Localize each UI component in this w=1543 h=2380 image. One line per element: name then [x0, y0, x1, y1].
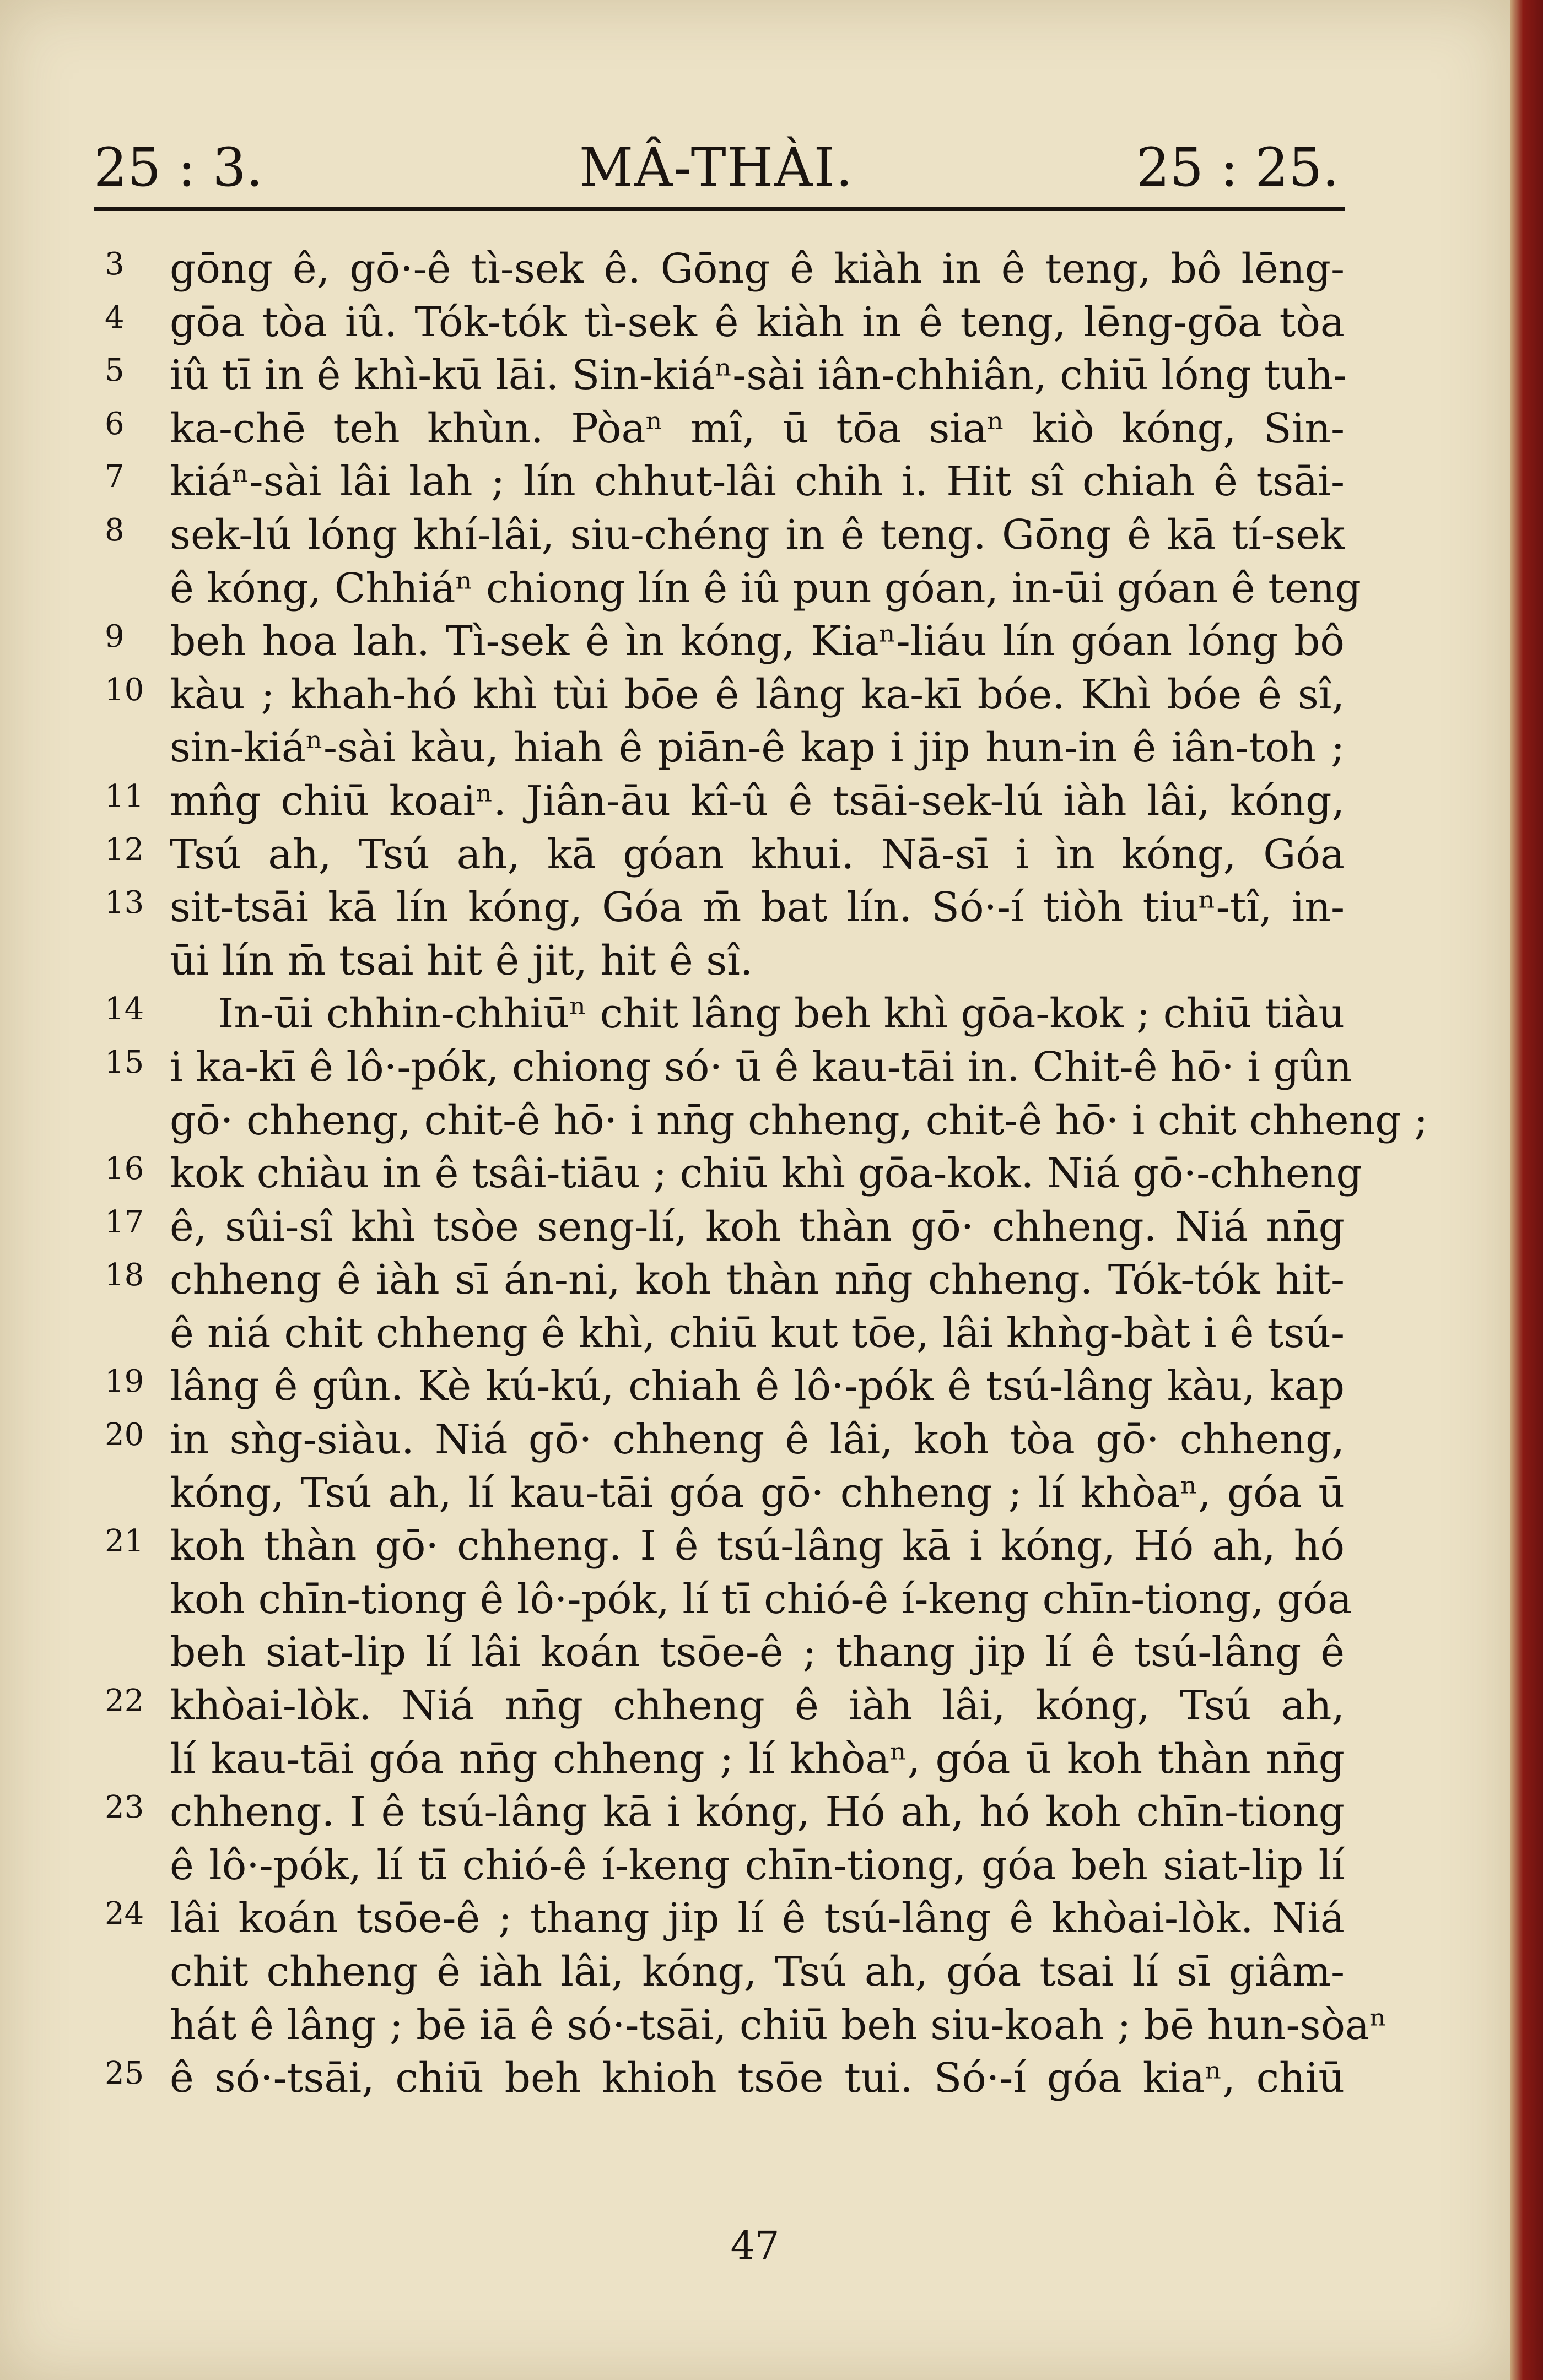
text-line: [105, 1839, 1345, 1892]
line-text: sit-tsāi kā lín kóng, Góa m̄ bat lín. Só·-í tiòh tiuⁿ-tî, in-: [170, 884, 1345, 932]
line-text: kóng, Tsú ah, lí kau-tāi góa gō· chheng ; lí khòaⁿ, góa ū: [170, 1469, 1345, 1517]
text-line: [105, 402, 1345, 456]
verse-number: 4: [105, 299, 125, 336]
verse-number: 15: [105, 1044, 144, 1080]
text-line: [105, 775, 1345, 828]
verse-number: 10: [105, 672, 144, 708]
verse-number: 22: [105, 1683, 144, 1719]
line-text: gōng ê, gō·-ê tì-sek ê. Gōng ê kiàh in ê teng, bô lēng-: [170, 245, 1345, 293]
text-line: [105, 1253, 1345, 1307]
verse-number: 13: [105, 885, 144, 921]
line-text: beh hoa lah. Tì-sek ê ìn kóng, Kiaⁿ-liáu lín góan lóng bô: [170, 618, 1345, 666]
line-text: Tsú ah, Tsú ah, kā góan khui. Nā-sī i ìn kóng, Góa: [170, 830, 1345, 878]
line-text: lâng ê gûn. Kè kú-kú, chiah ê lô·-pók ê tsú-lâng kàu, kap: [170, 1362, 1345, 1410]
text-line: [105, 1147, 1362, 1200]
verse-number: 18: [105, 1257, 144, 1294]
verse-number: 3: [105, 246, 125, 282]
page-edge: [1510, 0, 1543, 2380]
text-line: [105, 1519, 1345, 1573]
line-text: kàu ; khah-hó khì tùi bōe ê lâng ka-kī bóe. Khì bóe ê sî,: [170, 670, 1345, 718]
text-line: [105, 1094, 1428, 1148]
text-line: [105, 2052, 1345, 2105]
verse-number: 6: [105, 405, 125, 442]
line-text: kok chiàu in ê tsâi-tiāu ; chiū khì gōa-kok. Niá gō·-chheng: [170, 1150, 1362, 1198]
text-line: [105, 615, 1345, 668]
line-text: i ka-kī ê lô·-pók, chiong só· ū ê kau-tāi in. Chit-ê hō· i gûn: [170, 1043, 1352, 1091]
text-line: [105, 934, 1345, 988]
text-line: [105, 881, 1345, 934]
text-line: [105, 721, 1345, 775]
verse-number: 14: [105, 991, 144, 1027]
text-line: [105, 1733, 1345, 1786]
line-text: in sǹg-siàu. Niá gō· chheng ê lâi, koh tòa gō· chheng,: [170, 1416, 1345, 1464]
line-text: ka-chē teh khùn. Pòaⁿ mî, ū tōa siaⁿ kiò kóng, Sin-: [170, 404, 1345, 452]
text-line: [105, 242, 1345, 296]
line-text: hát ê lâng ; bē iā ê só·-tsāi, chiū beh siu-koah ; bē hun-sòaⁿ: [170, 2001, 1388, 2049]
text-line: [105, 1945, 1345, 1999]
verse-number: 9: [105, 619, 125, 655]
header-left-reference: 25 : 3.: [94, 137, 263, 198]
text-line: [105, 296, 1345, 349]
text-line: [105, 1626, 1345, 1679]
text-line: [105, 1041, 1352, 1094]
line-text: khòai-lòk. Niá nn̄g chheng ê iàh lâi, kóng, Tsú ah,: [170, 1682, 1345, 1730]
text-line: [105, 1200, 1345, 1254]
line-text: chheng. I ê tsú-lâng kā i kóng, Hó ah, hó koh chīn-tiong: [170, 1788, 1345, 1836]
verse-number: 21: [105, 1523, 144, 1560]
text-line: [105, 1307, 1345, 1360]
line-text: koh chīn-tiong ê lô·-pók, lí tī chió-ê í-keng chīn-tiong, góa: [170, 1575, 1352, 1623]
verse-number: 17: [105, 1204, 144, 1240]
text-line: [105, 828, 1345, 881]
line-text: mn̂g chiū koaiⁿ. Jiân-āu kî-û ê tsāi-sek-lú iàh lâi, kóng,: [170, 777, 1345, 825]
verse-number: 23: [105, 1789, 144, 1826]
line-text: sin-kiáⁿ-sài kàu, hiah ê piān-ê kap i jip hun-in ê iân-toh ;: [170, 724, 1345, 772]
text-line: [105, 1786, 1345, 1839]
line-text: lí kau-tāi góa nn̄g chheng ; lí khòaⁿ, góa ū koh thàn nn̄g: [170, 1735, 1345, 1783]
verse-number: 5: [105, 353, 125, 389]
line-text: iû tī in ê khì-kū lāi. Sin-kiáⁿ-sài iân-chhiân, chiū lóng tuh-: [170, 351, 1347, 399]
text-line: [105, 1573, 1352, 1626]
verse-number: 25: [105, 2056, 144, 2092]
verse-number: 20: [105, 1417, 144, 1453]
running-header: [94, 137, 1339, 203]
line-text: ê, sûi-sî khì tsòe seng-lí, koh thàn gō· chheng. Niá nn̄g: [170, 1203, 1345, 1251]
line-text: sek-lú lóng khí-lâi, siu-chéng in ê teng. Gōng ê kā tí-sek: [170, 511, 1345, 559]
text-line: [105, 455, 1345, 509]
verse-number: 19: [105, 1364, 144, 1400]
text-line: [105, 1360, 1345, 1413]
page-number: 47: [730, 2223, 780, 2268]
text-line: [105, 1679, 1345, 1733]
text-line: [105, 509, 1345, 562]
verse-number: 12: [105, 831, 144, 868]
line-text: lâi koán tsōe-ê ; thang jip lí ê tsú-lâng ê khòai-lòk. Niá: [170, 1895, 1345, 1943]
line-text: ê lô·-pók, lí tī chió-ê í-keng chīn-tiong, góa beh siat-lip lí: [170, 1841, 1345, 1889]
text-line: [105, 1413, 1345, 1467]
text-line: [105, 1999, 1388, 2052]
line-text: ê kóng, Chhiáⁿ chiong lín ê iû pun góan, in-ūi góan ê teng: [170, 564, 1361, 612]
line-text: kiáⁿ-sài lâi lah ; lín chhut-lâi chih i. Hit sî chiah ê tsāi-: [170, 458, 1345, 506]
text-line: [105, 562, 1361, 615]
line-text: In-ūi chhin-chhiūⁿ chit lâng beh khì gōa-kok ; chiū tiàu: [218, 990, 1345, 1038]
line-text: beh siat-lip lí lâi koán tsōe-ê ; thang jip lí ê tsú-lâng ê: [170, 1629, 1345, 1676]
line-text: gō· chheng, chit-ê hō· i nn̄g chheng, chit-ê hō· i chit chheng ;: [170, 1096, 1428, 1144]
text-line: [105, 1892, 1345, 1945]
book-title: MÂ-THÀI.: [579, 137, 854, 198]
verse-number: 8: [105, 512, 125, 548]
text-line: [105, 1467, 1345, 1520]
text-body: [105, 242, 1428, 2105]
verse-number: 24: [105, 1896, 144, 1932]
verse-number: 11: [105, 778, 144, 814]
line-text: chheng ê iàh sī án-ni, koh thàn nn̄g chheng. Tók-tók hit-: [170, 1256, 1345, 1304]
text-line: [105, 668, 1345, 722]
line-text: ê niá chit chheng ê khì, chiū kut tōe, lâi khǹg-bàt i ê tsú-: [170, 1309, 1345, 1357]
line-text: koh thàn gō· chheng. I ê tsú-lâng kā i kóng, Hó ah, hó: [170, 1522, 1345, 1570]
text-line: [105, 987, 1345, 1041]
text-line: [105, 349, 1345, 402]
line-text: chit chheng ê iàh lâi, kóng, Tsú ah, góa tsai lí sī giâm-: [170, 1948, 1345, 1995]
header-rule: [94, 207, 1345, 211]
verse-number: 7: [105, 459, 125, 495]
line-text: gōa tòa iû. Tók-tók tì-sek ê kiàh in ê teng, lēng-gōa tòa: [170, 298, 1345, 346]
header-right-reference: 25 : 25.: [1136, 137, 1339, 198]
verse-number: 16: [105, 1151, 144, 1187]
line-text: ūi lín m̄ tsai hit ê jit, hit ê sî.: [170, 937, 753, 985]
line-text: ê só·-tsāi, chiū beh khioh tsōe tui. Só·-í góa kiaⁿ, chiū: [170, 2054, 1345, 2102]
